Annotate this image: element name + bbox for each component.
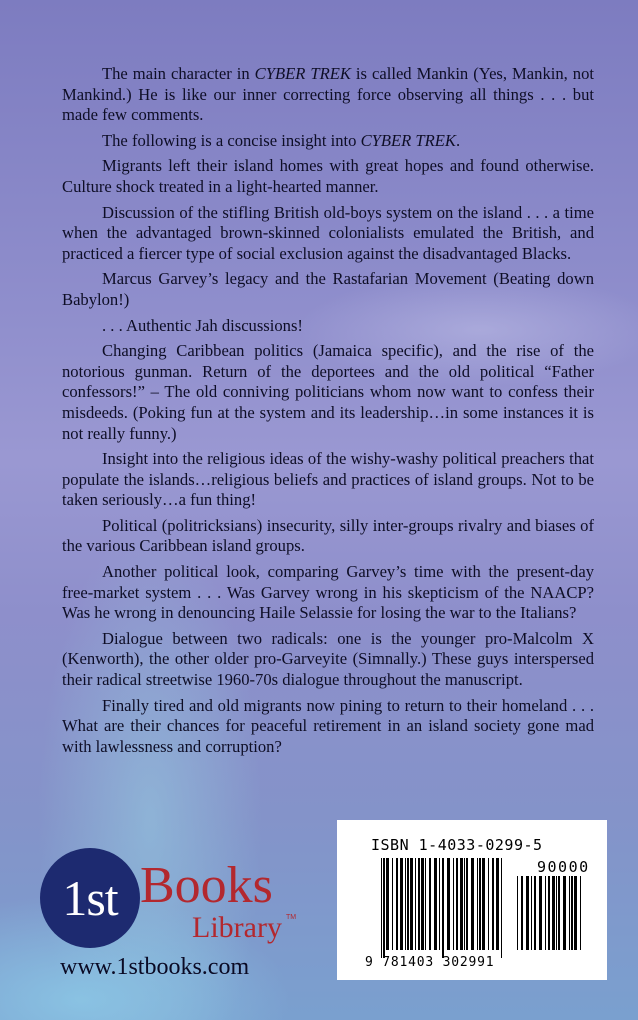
blurb-text [62, 64, 594, 762]
blurb-paragraph: Political (politricksians) insecurity, silly inter-groups rivalry and biases of the various Caribbean island groups. [62, 515, 594, 556]
logo-books-text: Books [140, 857, 273, 914]
barcode-digits: 9 781403 302991 [365, 955, 495, 970]
logo-trademark: TM [286, 914, 297, 921]
publisher-website: www.1stbooks.com [60, 954, 250, 980]
barcode-main-bars [381, 858, 505, 958]
barcode-box [337, 820, 607, 980]
blurb-paragraph: The following is a concise insight into CYBER TREK. [102, 130, 461, 150]
logo-library-text: Library [192, 911, 282, 944]
blurb-paragraph: . . . Authentic Jah discussions! [102, 315, 303, 335]
blurb-paragraph: Another political look, comparing Garvey’s time with the present-day free-market system . . . Was Garvey wrong in his skepticism of the NAACP? Was he wrong in denouncing Haile Selassie for losing the war to the Italians? [62, 562, 594, 623]
barcode-addon-bars [517, 876, 585, 958]
book-title: CYBER TREK [360, 130, 456, 150]
blurb-paragraph: Marcus Garvey’s legacy and the Rastafarian Movement (Beating down Babylon!) [62, 269, 594, 309]
publisher-logo [40, 848, 320, 958]
blurb-paragraph: Dialogue between two radicals: one is the younger pro-Malcolm X (Kenworth), the other older pro-Garveyite (Simnally.) These guys interspersed their radical streetwise 1960-70s dialogue throughout the manuscript. [62, 628, 594, 690]
blurb-paragraph: Migrants left their island homes with great hopes and found otherwise. Culture shock treated in a light-hearted manner. [62, 156, 594, 196]
blurb-paragraph: Discussion of the stifling British old-boys system on the island . . . a time when the advantaged brown-skinned colonialists emulated the British, and practiced a fiercer type of social exclusion against the disadvantaged Blacks. [62, 202, 594, 263]
blurb-paragraph: The main character in CYBER TREK is called Mankin (Yes, Mankin, not Mankind.) He is like our inner correcting force observing all things . . . but made few comments. [62, 64, 595, 125]
logo-circle: 1st [40, 848, 140, 948]
book-title: CYBER TREK [254, 64, 351, 83]
blurb-paragraph: Finally tired and old migrants now pining to return to their homeland . . . What are their chances for peaceful retirement in an island society gone mad with lawlessness and corruption? [62, 695, 594, 756]
price-code: 90000 [537, 858, 590, 876]
blurb-paragraph: Changing Caribbean politics (Jamaica specific), and the rise of the notorious gunman. Return of the deportees and the old political “Father confessors!” – The old conniving politicians whom now want to confess their misdeeds. (Poking fun at the system and its leadership…in some instances it is not really funny.) [62, 341, 594, 443]
isbn-label: ISBN 1-4033-0299-5 [371, 836, 543, 854]
blurb-paragraph: Insight into the religious ideas of the wishy-washy political preachers that populate the islands…religious beliefs and practices of island groups. Not to be taken seriously…a fun thing! [62, 449, 594, 510]
